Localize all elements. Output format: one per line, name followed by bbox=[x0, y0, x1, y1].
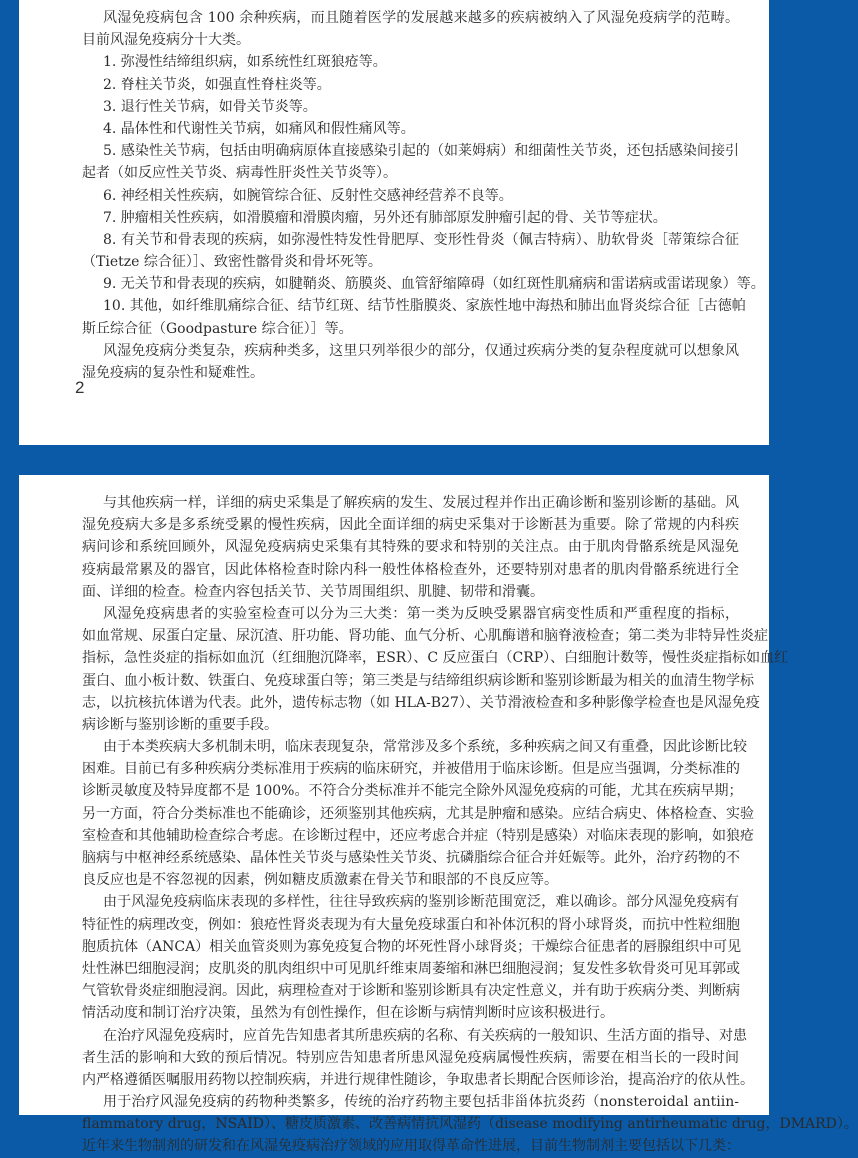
paragraph-line: 10. 其他，如纤维肌痛综合征、结节红斑、结节性脂膜炎、家族性地中海热和肺出血肾炎综合征［古德帕 bbox=[103, 298, 746, 315]
paragraph-line: 风湿免疫病包含 100 余种疾病，而且随着医学的发展越来越多的疾病被纳入了风湿免疫病学的范畴。 bbox=[103, 10, 739, 26]
page-number: 2 bbox=[75, 378, 85, 397]
paragraph-line: flammatory drug，NSAID）、糖皮质激素、改善病情抗风湿药（disease modifying antirheumatic drug，DMARD）。 bbox=[82, 1116, 858, 1133]
paragraph-line: 特征性的病理改变，例如：狼疮性肾炎表现为有大量免疫球蛋白和补体沉积的肾小球肾炎，而抗中性粒细胞 bbox=[82, 916, 740, 933]
paragraph-line: 用于治疗风湿免疫病的药物种类繁多，传统的治疗药物主要包括非甾体抗炎药（nonsteroidal antiin- bbox=[103, 1094, 739, 1111]
paragraph-line: 气管软骨炎症细胞浸润。因此，病理检查对于诊断和鉴别诊断具有决定性意义，并有助于疾病分类、判断病 bbox=[82, 983, 740, 1000]
paragraph-line: 脑病与中枢神经系统感染、晶体性关节炎与感染性关节炎、抗磷脂综合征合并妊娠等。此外，治疗药物的不 bbox=[82, 850, 740, 866]
paragraph-line: 9. 无关节和骨表现的疾病，如腱鞘炎、筋膜炎、血管舒缩障碍（如红斑性肌痛病和雷诺病或雷诺现象）等。 bbox=[103, 276, 765, 293]
paragraph-line: 胞质抗体（ANCA）相关血管炎则为寡免疫复合物的坏死性肾小球肾炎；干燥综合征患者的唇腺组织中可见 bbox=[82, 938, 742, 955]
paragraph-line: 由于本类疾病大多机制未明，临床表现复杂，常常涉及多个系统，多种疾病之间又有重叠，因此诊断比较 bbox=[103, 739, 747, 756]
paragraph-line: 风湿免疫病患者的实验室检查可以分为三大类：第一类为反映受累器官病变性质和严重程度的指标， bbox=[103, 605, 739, 622]
paragraph-line: 8. 有关节和骨表现的疾病，如弥漫性特发性骨肥厚、变形性骨炎（佩吉特病）、肋软骨炎［蒂策综合征 bbox=[103, 231, 739, 248]
paragraph-line: 者生活的影响和大致的预后情况。特别应告知患者所患风湿免疫病属慢性疾病，需要在相当长的一段时间 bbox=[82, 1049, 739, 1066]
paragraph-line: 斯丘综合征（Goodpasture 综合征）］等。 bbox=[82, 320, 353, 337]
paragraph-line: 6. 神经相关性疾病，如腕管综合征、反射性交感神经营养不良等。 bbox=[103, 187, 513, 204]
paragraph-line: 情活动度和制订治疗决策，虽然为有创性操作，但在诊断与病情判断时应该积极进行。 bbox=[82, 1005, 614, 1022]
paragraph-line: 近年来生物制剂的研发和在风湿免疫病治疗领域的应用取得革命性进展，目前生物制剂主要包括以下几类： bbox=[82, 1138, 740, 1155]
paragraph-line: 志，以抗核抗体谱为代表。此外，遗传标志物（如 HLA-B27）、关节滑液检查和多种影像学检查也是风湿免疫 bbox=[82, 694, 760, 711]
paragraph-line: 指标，急性炎症的指标如血沉（红细胞沉降率，ESR）、C 反应蛋白（CRP）、白细胞计数等，慢性炎症指标如血红 bbox=[82, 650, 789, 667]
paragraph-line: 良反应也是不容忽视的因素，例如糖皮质激素在骨关节和眼部的不良反应等。 bbox=[82, 872, 558, 889]
paragraph-line: 面、详细的检查。检查内容包括关节、关节周围组织、肌腱、韧带和滑囊。 bbox=[82, 583, 544, 600]
paragraph-line: 2. 脊柱关节炎，如强直性脊柱炎等。 bbox=[103, 76, 331, 93]
paragraph-line: 起者（如反应性关节炎、病毒性肝炎性关节炎等）。 bbox=[82, 165, 397, 182]
page-text bbox=[82, 492, 858, 1158]
paragraph-line: 7. 肿瘤相关性疾病，如滑膜瘤和滑膜肉瘤，另外还有肺部原发肿瘤引起的骨、关节等症状。 bbox=[103, 209, 667, 226]
paragraph-line: 另一方面，符合分类标准也不能确诊，还须鉴别其他疾病，尤其是肿瘤和感染。应结合病史、体格检查、实验 bbox=[82, 805, 754, 822]
paragraph-line: 与其他疾病一样，详细的病史采集是了解疾病的发生、发展过程并作出正确诊断和鉴别诊断的基础。风 bbox=[103, 495, 739, 511]
paragraph-line: 蛋白、血小板计数、铁蛋白、免疫球蛋白等；第三类是与结缔组织病诊断和鉴别诊断最为相关的血清生物学标 bbox=[82, 672, 754, 689]
paragraph-line: 如血常规、尿蛋白定量、尿沉渣、肝功能、肾功能、血气分析、心肌酶谱和脑脊液检查；第二类为非特异性炎症 bbox=[82, 628, 768, 645]
paragraph-line: 室检查和其他辅助检查综合考虑。在诊断过程中，还应考虑合并症（特别是感染）对临床表现的影响，如狼疮 bbox=[82, 827, 754, 844]
paragraph-line: 4. 晶体性和代谢性关节病，如痛风和假性痛风等。 bbox=[103, 120, 415, 137]
paragraph-line: 风湿免疫病分类复杂，疾病种类多，这里只列举很少的部分，仅通过疾病分类的复杂程度就可以想象风 bbox=[103, 342, 739, 359]
paragraph-line: 困难。目前已有多种疾病分类标准用于疾病的临床研究，并被借用于临床诊断。但是应当强调，分类标准的 bbox=[82, 761, 740, 778]
paragraph-line: 灶性淋巴细胞浸润；皮肌炎的肌肉组织中可见肌纤维束周萎缩和淋巴细胞浸润；复发性多软骨炎可见耳郭或 bbox=[82, 960, 740, 977]
paragraph-line: 病问诊和系统回顾外，风湿免疫病病史采集有其特殊的要求和特别的关注点。由于肌肉骨骼系统是风湿免 bbox=[82, 539, 739, 556]
page-text bbox=[82, 7, 765, 384]
book-page-top bbox=[19, 0, 769, 445]
paragraph-line: 湿免疫病大多是多系统受累的慢性疾病，因此全面详细的病史采集对于诊断甚为重要。除了常规的内科疾 bbox=[82, 517, 739, 534]
paragraph-line: 在治疗风湿免疫病时，应首先告知患者其所患疾病的名称、有关疾病的一般知识、生活方面的指导、对患 bbox=[103, 1027, 747, 1044]
paragraph-line: 由于风湿免疫病临床表现的多样性，往往导致疾病的鉴别诊断范围宽泛，难以确诊。部分风湿免疫病有 bbox=[103, 894, 739, 911]
paragraph-line: 5. 感染性关节病，包括由明确病原体直接感染引起的（如莱姆病）和细菌性关节炎，还包括感染间接引 bbox=[103, 143, 739, 160]
paragraph-line: 内严格遵循医嘱服用药物以控制疾病，并进行规律性随诊，争取患者长期配合医师诊治，提高治疗的依从性。 bbox=[82, 1071, 754, 1088]
paragraph-line: 病诊断与鉴别诊断的重要手段。 bbox=[82, 716, 278, 733]
paragraph-line: 疫病最常累及的器官，因此体格检查时除内科一般性体格检查外，还要特别对患者的肌肉骨骼系统进行全 bbox=[82, 561, 739, 578]
book-page-bottom bbox=[19, 475, 858, 1155]
paragraph-line: （Tietze 综合征）］、致密性髂骨炎和骨坏死等。 bbox=[82, 254, 382, 271]
paragraph-line: 3. 退行性关节病，如骨关节炎等。 bbox=[103, 98, 317, 115]
paragraph-line: 1. 弥漫性结缔组织病，如系统性红斑狼疮等。 bbox=[103, 54, 387, 71]
paragraph-line: 诊断灵敏度及特异度都不是 100%。不符合分类标准并不能完全除外风湿免疫病的可能，尤其在疾病早期； bbox=[82, 783, 743, 800]
paragraph-line: 目前风湿免疫病分十大类。 bbox=[82, 32, 250, 49]
paragraph-line: 湿免疫病的复杂性和疑难性。 bbox=[82, 365, 264, 381]
